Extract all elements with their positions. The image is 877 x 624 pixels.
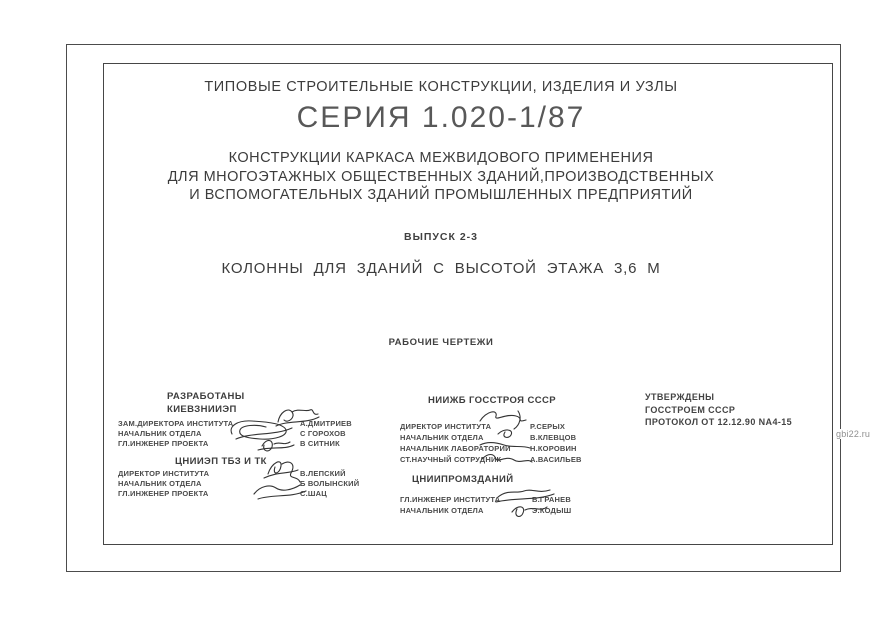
signature-icon — [470, 407, 558, 469]
subtitle-line-1: КОНСТРУКЦИИ КАРКАСА МЕЖВИДОВОГО ПРИМЕНЕНИЯ — [228, 150, 654, 166]
cniipromzdanij-roles — [400, 494, 500, 516]
person-name: Б ВОЛЫНСКИЙ — [300, 479, 360, 488]
main-title: КОЛОННЫ ДЛЯ ЗДАНИЙ С ВЫСОТОЙ ЭТАЖА 3,6 М — [221, 260, 661, 277]
role-label: НАЧАЛЬНИК ОТДЕЛА — [400, 433, 484, 442]
approval-block — [645, 391, 792, 429]
person-name: А.ДМИТРИЕВ — [300, 419, 352, 428]
person-name: В.ЛЕПСКИЙ — [300, 469, 346, 478]
doc-kind-label: РАБОЧИЕ ЧЕРТЕЖИ — [388, 337, 494, 348]
person-name: С ГОРОХОВ — [300, 429, 346, 438]
person-name: В.КЛЕВЦОВ — [530, 433, 577, 442]
doc-type-heading: ТИПОВЫЕ СТРОИТЕЛЬНЫЕ КОНСТРУКЦИИ, ИЗДЕЛИЯ И УЗЛЫ — [204, 79, 678, 95]
person-name: С.ШАЦ — [300, 489, 327, 498]
signature-icon — [248, 454, 323, 506]
role-label: ЗАМ.ДИРЕКТОРА ИНСТИТУТА — [118, 419, 234, 428]
person-name: В СИТНИК — [300, 439, 340, 448]
role-label: ГЛ.ИНЖЕНЕР ИНСТИТУТА — [400, 495, 501, 504]
signature-icon — [492, 485, 564, 519]
role-label: ДИРЕКТОР ИНСТИТУТА — [400, 422, 492, 431]
person-name: Э.КОДЫШ — [532, 506, 572, 515]
person-name: В.ГРАНЕВ — [532, 495, 571, 504]
kievzniiep-roles — [118, 419, 233, 449]
watermark: gbi22.ru — [836, 429, 871, 439]
person-name: Р.СЕРЫХ — [530, 422, 566, 431]
role-label: НАЧАЛЬНИК ОТДЕЛА — [118, 479, 202, 488]
subtitle-line-3: И ВСПОМОГАТЕЛЬНЫХ ЗДАНИЙ ПРОМЫШЛЕННЫХ ПРЕДПРИЯТИЙ — [189, 187, 693, 203]
org-name-cniiep-tbz: ЦНИИЭП ТБЗ И ТК — [175, 456, 267, 467]
series-number: СЕРИЯ 1.020-1/87 — [296, 101, 586, 134]
role-label: НАЧАЛЬНИК ОТДЕЛА — [118, 429, 202, 438]
developed-heading: РАЗРАБОТАНЫ — [167, 391, 245, 402]
approval-line-3: ПРОТОКОЛ ОТ 12.12.90 NА4-15 — [645, 417, 793, 427]
subtitle-line-2: ДЛЯ МНОГОЭТАЖНЫХ ОБЩЕСТВЕННЫХ ЗДАНИЙ,ПРОИЗВОДСТВЕННЫХ — [167, 168, 715, 185]
org-name-kievzniiep: КИЕВЗНИИЭП — [167, 404, 237, 415]
signature-icon — [222, 404, 322, 456]
role-label: ДИРЕКТОР ИНСТИТУТА — [118, 469, 210, 478]
role-label: ГЛ.ИНЖЕНЕР ПРОЕКТА — [118, 489, 209, 498]
role-label: НАЧАЛЬНИК ОТДЕЛА — [400, 506, 484, 515]
inner-border-frame — [103, 63, 833, 545]
org-name-niizhb: НИИЖБ ГОССТРОЯ СССР — [428, 395, 556, 406]
org-name-cniipromzdanij: ЦНИИПРОМЗДАНИЙ — [412, 474, 514, 485]
approval-line-2: ГОССТРОЕМ СССР — [645, 404, 736, 415]
role-label: НАЧАЛЬНИК ЛАБОРАТОРИИ — [400, 444, 511, 453]
subtitle-block — [103, 149, 779, 205]
person-name: А.ВАСИЛЬЕВ — [530, 455, 582, 464]
cniiep-tbz-roles — [118, 469, 209, 499]
role-label: ГЛ.ИНЖЕНЕР ПРОЕКТА — [118, 439, 209, 448]
person-name: Н.КОРОВИН — [530, 444, 577, 453]
issue-label: ВЫПУСК 2-3 — [403, 231, 479, 243]
approval-line-1: УТВЕРЖДЕНЫ — [645, 392, 715, 402]
role-label: СТ.НАУЧНЫЙ СОТРУДНИК — [400, 455, 502, 464]
